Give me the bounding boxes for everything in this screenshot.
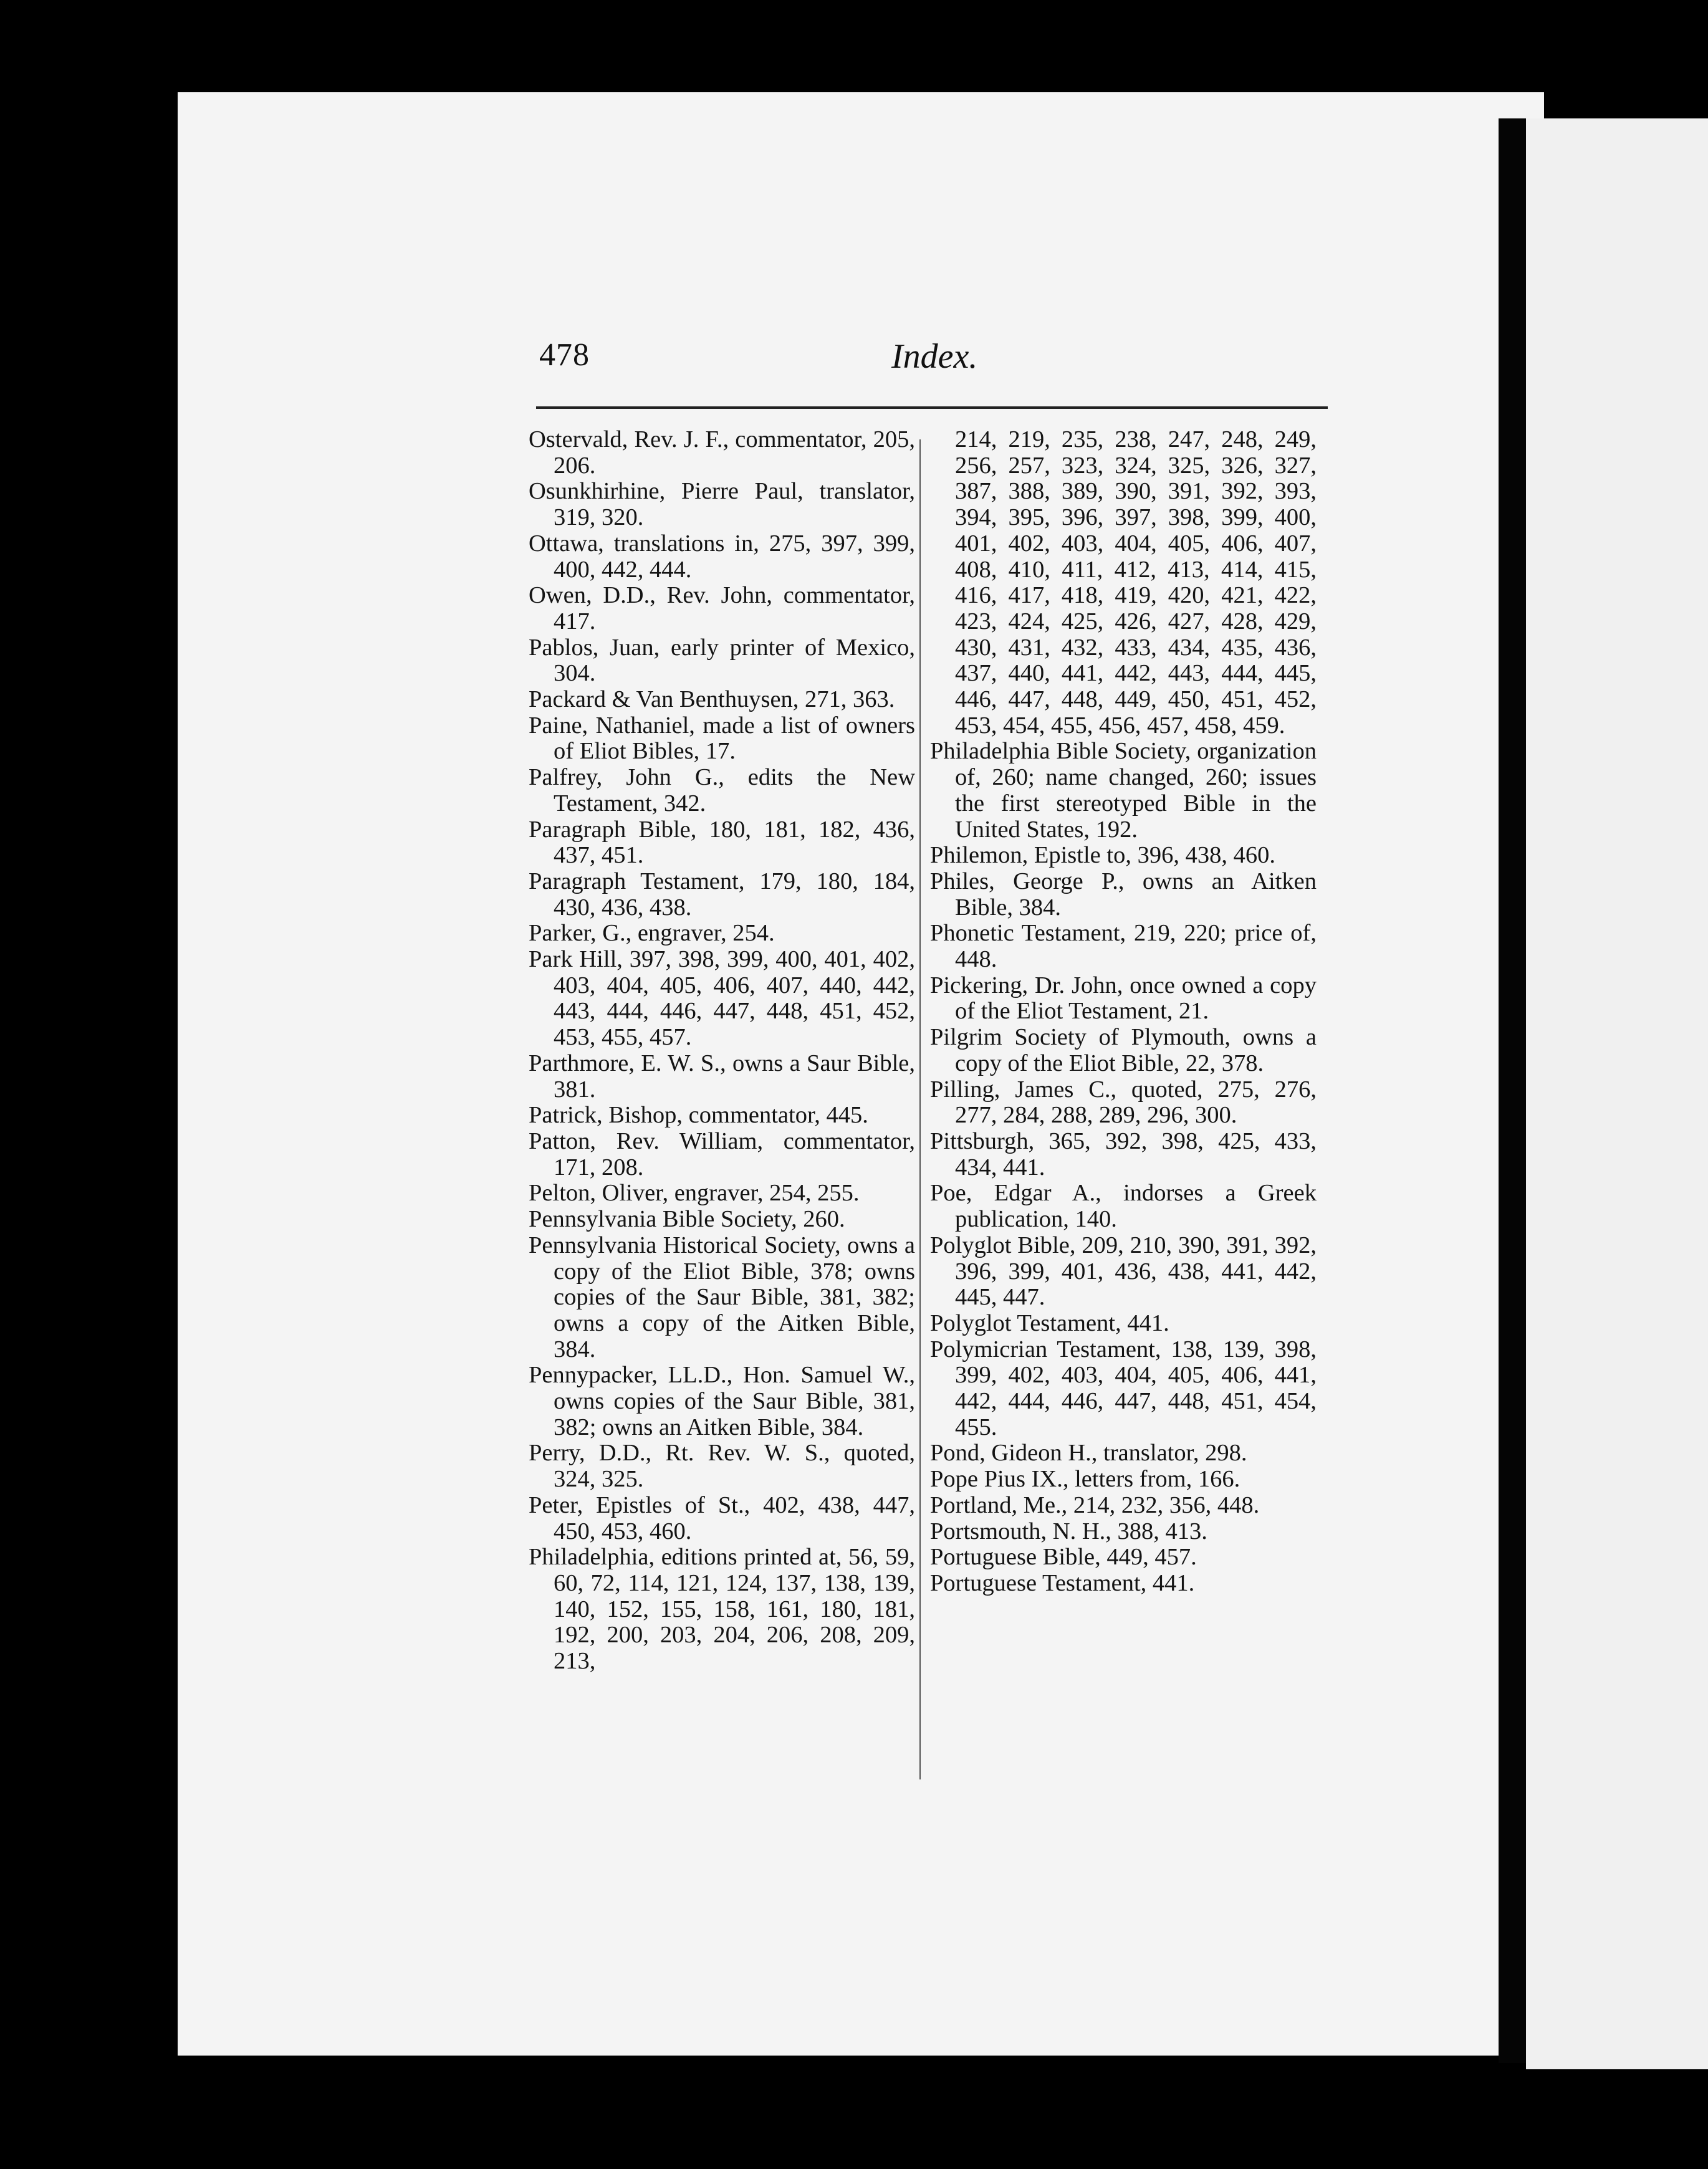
index-entry: Osunkhirhine, Pierre Paul, translator, 319, 320. bbox=[529, 478, 915, 531]
index-entry: Philes, George P., owns an Aitken Bible, 384. bbox=[930, 868, 1317, 921]
index-entry-continuation: 214, 219, 235, 238, 247, 248, 249, 256, 257, 323, 324, 325, 326, 327, 387, 388, 389, 390, 391, 392, 393, 394, 395, 396, 397, 398, 399, 400, 401, 402, 403, 404, 405, 406, 407, 408, 410, 411, 412, 413, 414, 415, 416, 417, 418, 419, 420, 421, 422, 423, 424, 425, 426, 427, 428, 429, 430, 431, 432, 433, 434, 435, 436, 437, 440, 441, 442, 443, 444, 445, 446, 447, 448, 449, 450, 451, 452, 453, 454, 455, 456, 457, 458, 459. bbox=[955, 426, 1317, 739]
index-entry: Pilgrim Society of Plymouth, owns a copy of the Eliot Bible, 22, 378. bbox=[930, 1024, 1317, 1076]
index-entry: Ostervald, Rev. J. F., commentator, 205, 206. bbox=[529, 426, 915, 479]
index-entry: Polyglot Testament, 441. bbox=[930, 1310, 1169, 1336]
index-entry: Pittsburgh, 365, 392, 398, 425, 433, 434, 441. bbox=[930, 1128, 1317, 1180]
index-entry: Paragraph Testament, 179, 180, 184, 430, 436, 438. bbox=[529, 868, 915, 921]
index-entry: Palfrey, John G., edits the New Testament, 342. bbox=[529, 764, 915, 816]
index-entry: Pelton, Oliver, engraver, 254, 255. bbox=[529, 1180, 860, 1207]
index-entry: Perry, D.D., Rt. Rev. W. S., quoted, 324, 325. bbox=[529, 1440, 915, 1493]
index-entry: Philadelphia Bible Society, organization of, 260; name changed, 260; issues the first stereotyped Bible in the United States, 192. bbox=[930, 738, 1317, 843]
index-entry: Pickering, Dr. John, once owned a copy of the Eliot Testament, 21. bbox=[930, 972, 1317, 1025]
index-entry: Pond, Gideon H., translator, 298. bbox=[930, 1440, 1247, 1467]
index-entry: Pablos, Juan, early printer of Mexico, 304. bbox=[529, 634, 915, 687]
index-entry: Polymicrian Testament, 138, 139, 398, 399, 402, 403, 404, 405, 406, 441, 442, 444, 446, 447, 448, 451, 454, 455. bbox=[930, 1336, 1317, 1440]
index-entry: Poe, Edgar A., indorses a Greek publication, 140. bbox=[930, 1180, 1317, 1233]
book-page-right-edge bbox=[1526, 118, 1708, 2069]
index-entry: Pennsylvania Historical Society, owns a copy of the Eliot Bible, 378; owns copies of the Saur Bible, 381, 382; owns a copy of the Aitken Bible, 384. bbox=[529, 1232, 915, 1362]
index-column-right bbox=[930, 427, 1317, 1779]
index-entry: Packard & Van Benthuysen, 271, 363. bbox=[529, 686, 895, 713]
index-entry: Owen, D.D., Rev. John, commentator, 417. bbox=[529, 582, 915, 634]
index-entry: Polyglot Bible, 209, 210, 390, 391, 392, 396, 399, 401, 436, 438, 441, 442, 445, 447. bbox=[930, 1232, 1317, 1311]
page-number: 478 bbox=[539, 337, 590, 373]
index-entry: Pilling, James C., quoted, 275, 276, 277, 284, 288, 289, 296, 300. bbox=[930, 1076, 1317, 1129]
index-entry: Park Hill, 397, 398, 399, 400, 401, 402, 403, 404, 405, 406, 407, 440, 442, 443, 444, 446, 447, 448, 451, 452, 453, 455, 457. bbox=[529, 946, 915, 1051]
index-entry: Paragraph Bible, 180, 181, 182, 436, 437, 451. bbox=[529, 816, 915, 869]
index-entry: Phonetic Testament, 219, 220; price of, 448. bbox=[930, 920, 1317, 973]
index-entry: Ottawa, translations in, 275, 397, 399, 400, 442, 444. bbox=[529, 530, 915, 583]
index-entry: Parthmore, E. W. S., owns a Saur Bible, 381. bbox=[529, 1050, 915, 1103]
index-entry: Parker, G., engraver, 254. bbox=[529, 920, 775, 947]
index-entry: Portuguese Testament, 441. bbox=[930, 1569, 1195, 1596]
column-divider bbox=[919, 439, 921, 1779]
index-entry: Portland, Me., 214, 232, 356, 448. bbox=[930, 1491, 1260, 1518]
index-entry: Philadelphia, editions printed at, 56, 59, 60, 72, 114, 121, 124, 137, 138, 139, 140, 152, 155, 158, 161, 180, 181, 192, 200, 203, 204, 206, 208, 209, 213, bbox=[529, 1544, 915, 1675]
index-entry: Paine, Nathaniel, made a list of owners of Eliot Bibles, 17. bbox=[529, 712, 915, 765]
index-entry: Patrick, Bishop, commentator, 445. bbox=[529, 1102, 868, 1129]
index-entry: Portsmouth, N. H., 388, 413. bbox=[930, 1518, 1207, 1544]
index-entry: Portuguese Bible, 449, 457. bbox=[930, 1544, 1197, 1571]
index-entry: Patton, Rev. William, commentator, 171, 208. bbox=[529, 1128, 915, 1180]
header-rule bbox=[536, 406, 1328, 409]
index-entry: Pennsylvania Bible Society, 260. bbox=[529, 1206, 845, 1233]
running-head: Index. bbox=[891, 337, 978, 376]
index-entry: Pope Pius IX., letters from, 166. bbox=[930, 1466, 1240, 1493]
index-entry: Pennypacker, LL.D., Hon. Samuel W., owns copies of the Saur Bible, 381, 382; owns an Aitken Bible, 384. bbox=[529, 1362, 915, 1440]
index-entry: Peter, Epistles of St., 402, 438, 447, 450, 453, 460. bbox=[529, 1491, 915, 1544]
book-gutter bbox=[1499, 118, 1526, 2063]
index-column-left bbox=[529, 427, 915, 1779]
index-entry: Philemon, Epistle to, 396, 438, 460. bbox=[930, 842, 1275, 869]
